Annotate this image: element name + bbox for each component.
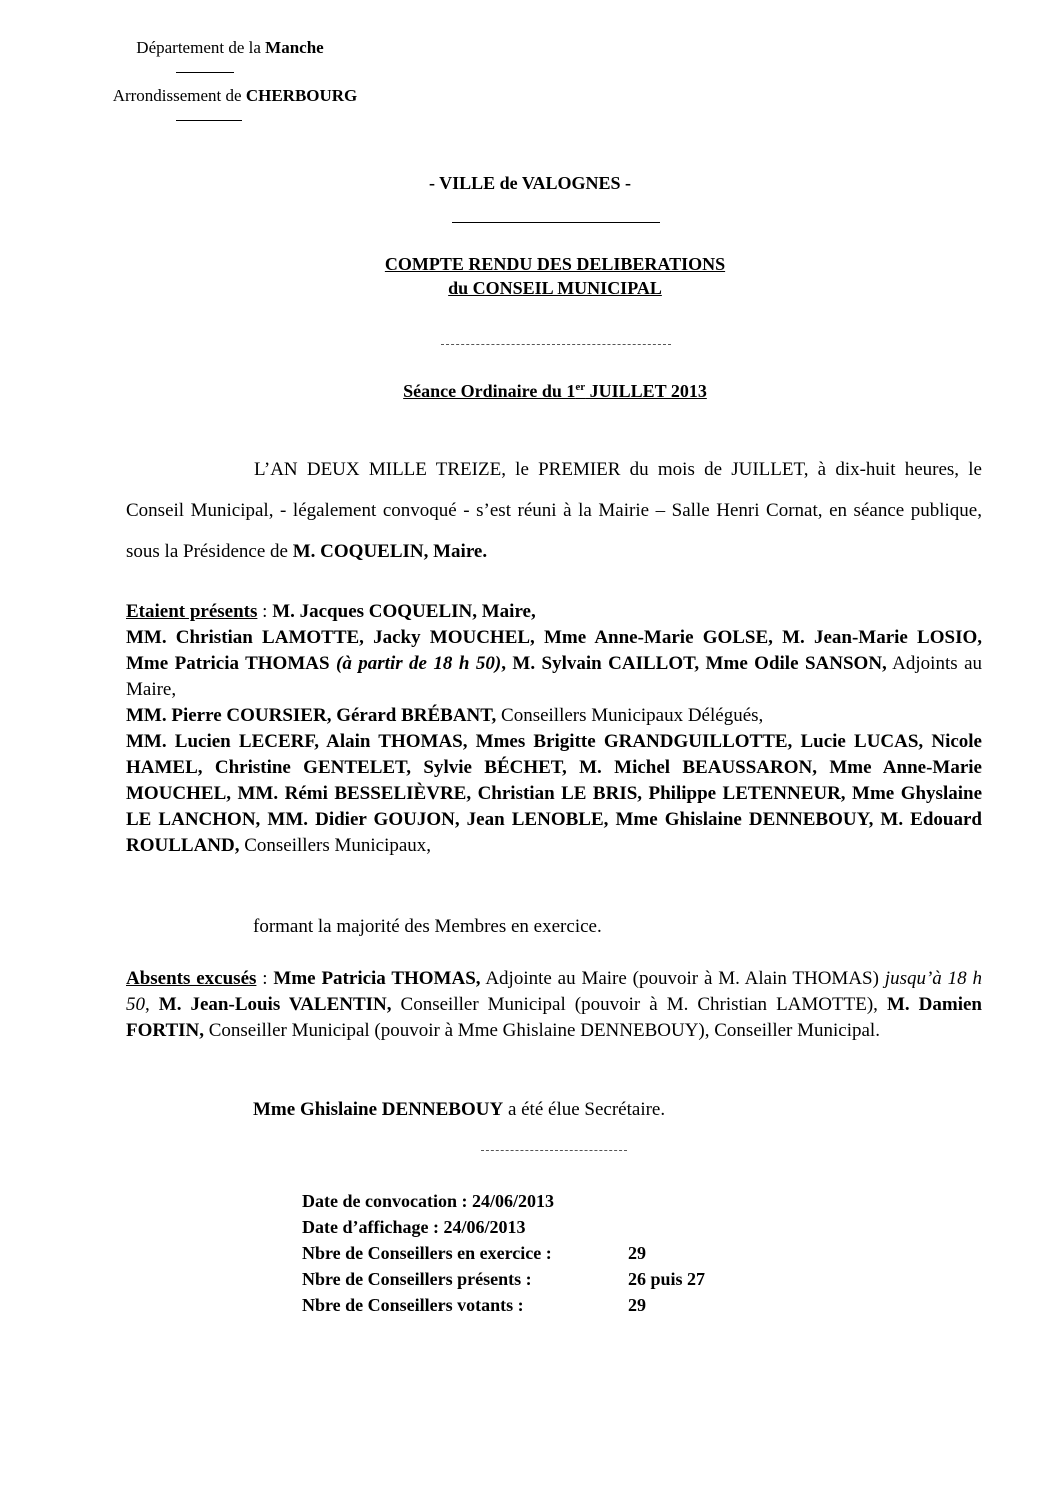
presents-conseillers [126, 729, 982, 859]
absent-3-name: M. Damien FORTIN, [126, 994, 982, 1041]
presents-label: Etaient présents [126, 601, 258, 622]
majorite-line: formant la majorité des Membres en exercice. [253, 916, 602, 937]
departement-prefix: Département de la [136, 38, 266, 57]
presents-sep: : [257, 601, 273, 622]
stat-row [302, 1214, 762, 1240]
secretaire-text: a été élue Secrétaire. [503, 1099, 666, 1120]
adjoints-names-a: MM. Christian LAMOTTE, Jacky MOUCHEL, Mme Anne-Marie GOLSE, M. Jean-Marie LOSIO, Mme Patricia THOMAS [126, 627, 982, 674]
presents-delegues [126, 703, 982, 729]
adjoints-role: Adjoints au Maire, [126, 653, 983, 700]
title-dotted-rule [441, 344, 671, 345]
title-line-2: du CONSEIL MUNICIPAL [448, 278, 662, 298]
arrondissement-prefix: Arrondissement de [112, 86, 246, 105]
stat-label: Nbre de Conseillers présents : [302, 1269, 532, 1289]
seance-title [300, 381, 810, 402]
stat-label: Date de convocation : 24/06/2013 [302, 1191, 554, 1211]
absent-1-end: , [145, 994, 159, 1015]
stat-label: Nbre de Conseillers en exercice : [302, 1243, 552, 1263]
intro-text: L’AN DEUX MILLE TREIZE, le PREMIER du mois de JUILLET, à dix-huit heures, le Conseil Municipal, - légalement convoqué - s’est réuni à la Mairie – Salle Henri Cornat, en séance publique, sous la Présidence de [126, 459, 982, 562]
presents-block [126, 599, 982, 859]
stat-value: 29 [628, 1243, 646, 1263]
stat-row [302, 1188, 762, 1214]
stat-value: 26 puis 27 [628, 1269, 706, 1289]
stat-row [302, 1240, 762, 1266]
adjoints-names-b: , M. Sylvain CAILLOT, Mme Odile SANSON, [501, 653, 887, 674]
absent-2-text: Conseiller Municipal (pouvoir à M. Christian LAMOTTE), [391, 994, 887, 1015]
header-rule-2 [176, 120, 242, 121]
secretaire-line [253, 1097, 953, 1123]
arrondissement-line [65, 86, 405, 106]
secretaire-dotted-rule [481, 1150, 627, 1151]
seance-suffix: JUILLET 2013 [585, 381, 707, 401]
ville-rule [452, 222, 660, 223]
absents-label: Absents excusés [126, 968, 257, 989]
absent-3-text: Conseiller Municipal (pouvoir à Mme Ghislaine DENNEBOUY), Conseiller Municipal. [203, 1020, 880, 1041]
absent-1-text: Adjointe au Maire (pouvoir à M. Alain THOMAS) [480, 968, 885, 989]
seance-sup: er [575, 381, 586, 393]
adjoints-note: (à partir de 18 h 50) [336, 653, 502, 674]
intro-president: M. COQUELIN, Maire. [292, 541, 488, 562]
absent-1-name: Mme Patricia THOMAS, [273, 968, 481, 989]
stat-label: Date d’affichage : 24/06/2013 [302, 1217, 526, 1237]
conseillers-role: Conseillers Municipaux, [244, 835, 432, 856]
secretaire-name: Mme Ghislaine DENNEBOUY [253, 1099, 504, 1120]
title-line-1: COMPTE RENDU DES DELIBERATIONS [384, 254, 726, 274]
conseillers-names: MM. Lucien LECERF, Alain THOMAS, Mmes Brigitte GRANDGUILLOTTE, Lucie LUCAS, Nicole HAMEL, Christine GENTELET, Sylvie BÉCHET, M. Michel BEAUSSARON, Mme Anne-Marie MOUCHEL, MM. Rémi BESSELIÈVRE, Christian LE BRIS, Philippe LETENNEUR, Mme Ghyslaine LE LANCHON, MM. Didier GOUJON, Jean LENOBLE, Mme Ghislaine DENNEBOUY, M. Edouard ROULLAND, [126, 731, 982, 856]
document-title [280, 252, 830, 300]
seance-prefix: Séance Ordinaire du 1 [403, 381, 576, 401]
presents-adjoints [126, 625, 982, 703]
stat-value: 29 [628, 1295, 646, 1315]
intro-paragraph [126, 449, 982, 572]
seance-text [403, 381, 707, 401]
delegues-names: MM. Pierre COURSIER, Gérard BRÉBANT, [126, 705, 497, 726]
header-rule-1 [176, 72, 234, 73]
presents-maire: M. Jacques COQUELIN, Maire, [272, 601, 536, 622]
stats-block [302, 1188, 762, 1318]
arrondissement-name: CHERBOURG [245, 86, 358, 105]
ville-title: - VILLE de VALOGNES - [428, 173, 632, 193]
stat-label: Nbre de Conseillers votants : [302, 1295, 524, 1315]
delegues-role: Conseillers Municipaux Délégués, [496, 705, 764, 726]
stat-row [302, 1292, 762, 1318]
absent-1-italic: jusqu’à 18 h 50 [126, 968, 982, 1015]
departement-line [60, 38, 400, 58]
presents-line-maire [126, 599, 982, 625]
absents-sep: : [256, 968, 274, 989]
absent-2-name: M. Jean-Louis VALENTIN, [158, 994, 392, 1015]
departement-name: Manche [265, 38, 324, 57]
stat-row [302, 1266, 762, 1292]
absents-block [126, 966, 982, 1044]
